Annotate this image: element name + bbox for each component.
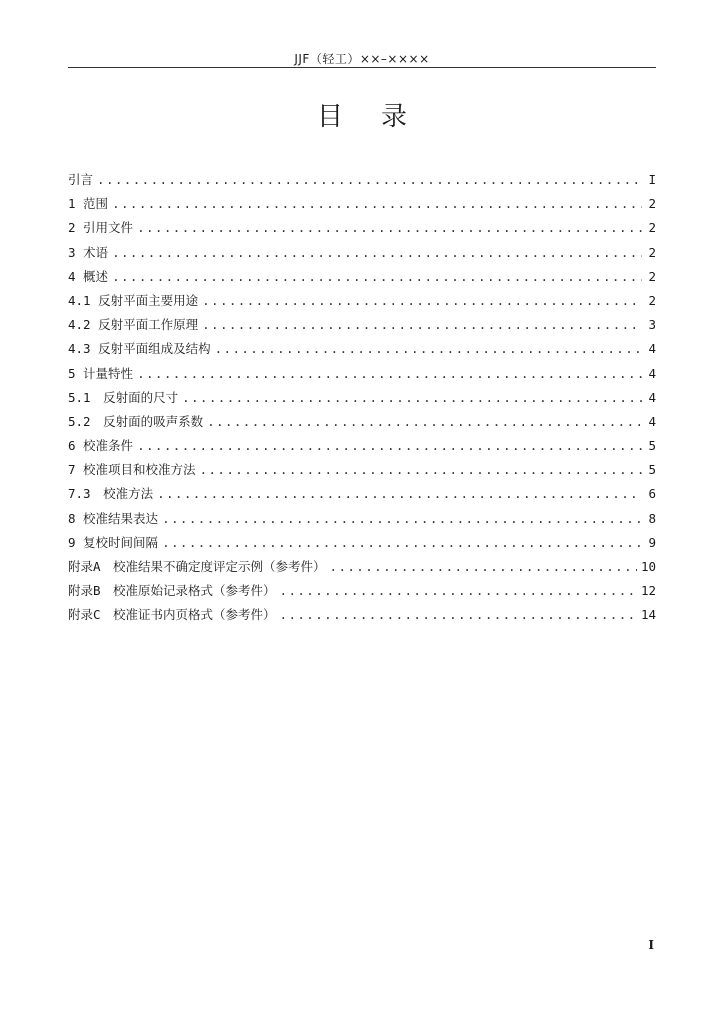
toc-entry-page: I bbox=[648, 172, 656, 187]
toc-entry[interactable] bbox=[68, 388, 656, 412]
toc-entry-page: 8 bbox=[648, 510, 656, 526]
toc-dot-leader bbox=[215, 341, 642, 356]
toc-entry[interactable] bbox=[68, 315, 656, 339]
toc-entry-page: 10 bbox=[640, 559, 656, 574]
toc-dot-leader bbox=[112, 269, 642, 284]
running-header: JJF（轻工）××–×××× bbox=[294, 52, 430, 66]
toc-dot-leader bbox=[137, 220, 642, 235]
toc-dot-leader bbox=[280, 607, 637, 622]
toc-entry-page: 2 bbox=[648, 268, 656, 284]
toc-entry[interactable] bbox=[68, 291, 656, 315]
toc-entry-label: 引言 bbox=[68, 172, 94, 187]
toc-dot-leader bbox=[207, 414, 642, 429]
toc-entry[interactable] bbox=[68, 412, 656, 436]
toc-entry-label: 附录A 校准结果不确定度评定示例（参考件） bbox=[68, 559, 326, 574]
toc-entry-label: 附录C 校准证书内页格式（参考件） bbox=[68, 607, 276, 623]
toc-entry[interactable] bbox=[68, 243, 656, 267]
toc-entry[interactable] bbox=[68, 581, 656, 605]
toc-entry[interactable] bbox=[68, 436, 656, 460]
toc-entry-page: 5 bbox=[648, 462, 656, 478]
toc-entry-label: 5.2 反射面的吸声系数 bbox=[68, 413, 204, 429]
toc-entry[interactable] bbox=[68, 557, 656, 581]
toc-entry-page: 4 bbox=[648, 341, 656, 357]
toc-entry-label: 8 校准结果表达 bbox=[68, 510, 159, 526]
toc-dot-leader bbox=[202, 317, 642, 332]
toc-entry-label: 5.1 反射面的尺寸 bbox=[68, 389, 179, 405]
toc-entry-label: 1 范围 bbox=[68, 196, 109, 212]
toc-entry-label: 4 概述 bbox=[68, 268, 109, 284]
toc-entry-page: 3 bbox=[648, 317, 656, 333]
toc-entry-label: 7.3 校准方法 bbox=[68, 486, 154, 502]
toc-entry-label: 5 计量特性 bbox=[68, 365, 134, 381]
toc-dot-leader bbox=[137, 366, 642, 381]
toc-dot-leader bbox=[330, 559, 637, 574]
page-title: 目录 bbox=[316, 102, 445, 132]
toc-entry[interactable] bbox=[68, 533, 656, 557]
toc-entry-label: 4.2 反射平面工作原理 bbox=[68, 317, 199, 333]
toc-entry-label: 2 引用文件 bbox=[68, 220, 134, 236]
toc-entry[interactable] bbox=[68, 170, 656, 194]
toc-entry[interactable] bbox=[68, 339, 656, 363]
table-of-contents bbox=[68, 170, 656, 630]
toc-entry-label: 4.3 反射平面组成及结构 bbox=[68, 341, 211, 357]
toc-entry-page: 2 bbox=[648, 292, 656, 308]
footer-page-number: I bbox=[648, 938, 654, 952]
toc-dot-leader bbox=[202, 293, 642, 308]
toc-entry-page: 4 bbox=[648, 413, 656, 429]
toc-dot-leader bbox=[137, 438, 642, 453]
toc-entry-page: 12 bbox=[640, 583, 656, 599]
toc-entry[interactable] bbox=[68, 605, 656, 629]
header-rule bbox=[68, 67, 656, 68]
toc-dot-leader bbox=[162, 511, 642, 526]
toc-entry[interactable] bbox=[68, 267, 656, 291]
toc-entry-label: 4.1 反射平面主要用途 bbox=[68, 292, 199, 308]
toc-entry[interactable] bbox=[68, 194, 656, 218]
toc-entry[interactable] bbox=[68, 484, 656, 508]
toc-entry[interactable] bbox=[68, 218, 656, 242]
toc-entry-page: 6 bbox=[648, 486, 656, 502]
toc-entry[interactable] bbox=[68, 460, 656, 484]
toc-dot-leader bbox=[112, 196, 642, 211]
toc-entry-page: 2 bbox=[648, 244, 656, 260]
toc-entry-label: 3 术语 bbox=[68, 244, 109, 260]
toc-entry[interactable] bbox=[68, 509, 656, 533]
toc-entry-page: 2 bbox=[648, 220, 656, 236]
toc-dot-leader bbox=[97, 172, 642, 187]
toc-entry-page: 4 bbox=[648, 365, 656, 381]
toc-dot-leader bbox=[112, 245, 642, 260]
toc-entry-label: 6 校准条件 bbox=[68, 438, 134, 454]
toc-dot-leader bbox=[200, 462, 642, 477]
toc-entry[interactable] bbox=[68, 364, 656, 388]
toc-entry-label: 附录B 校准原始记录格式（参考件） bbox=[68, 583, 276, 599]
toc-dot-leader bbox=[182, 390, 642, 405]
toc-dot-leader bbox=[157, 486, 642, 501]
toc-entry-page: 5 bbox=[648, 438, 656, 454]
toc-dot-leader bbox=[162, 535, 642, 550]
toc-entry-page: 2 bbox=[648, 196, 656, 212]
toc-dot-leader bbox=[280, 583, 637, 598]
toc-entry-page: 9 bbox=[648, 534, 656, 550]
toc-entry-page: 4 bbox=[648, 389, 656, 405]
toc-entry-label: 9 复校时间间隔 bbox=[68, 534, 159, 550]
toc-entry-label: 7 校准项目和校准方法 bbox=[68, 462, 196, 478]
toc-entry-page: 14 bbox=[640, 607, 656, 623]
